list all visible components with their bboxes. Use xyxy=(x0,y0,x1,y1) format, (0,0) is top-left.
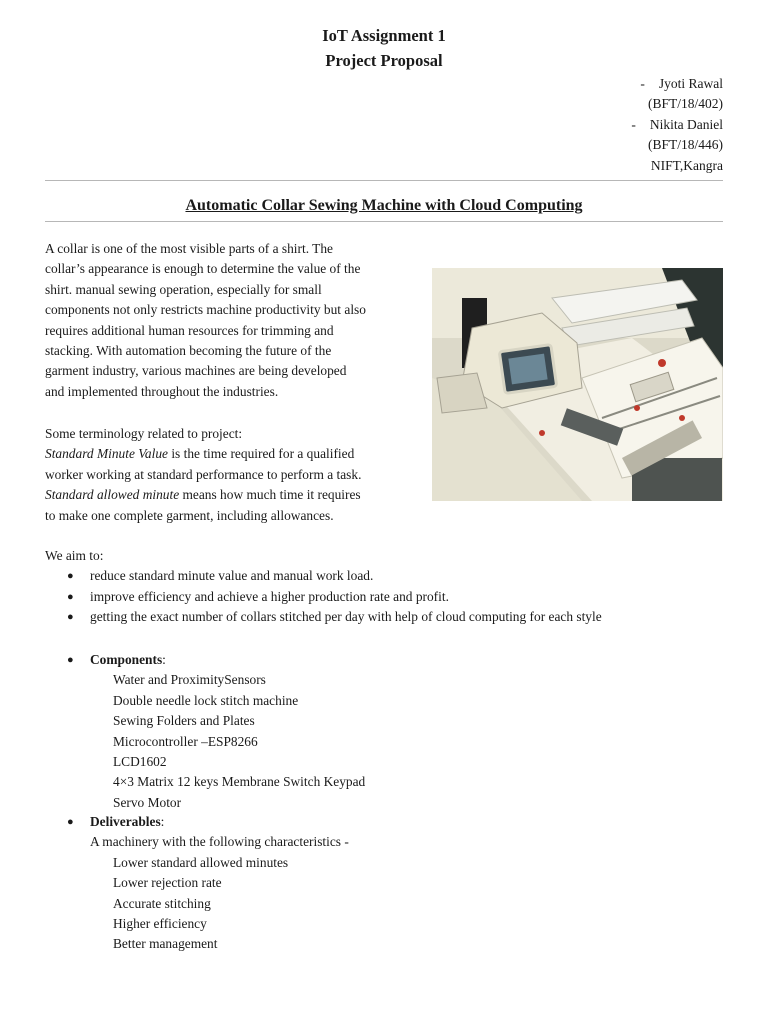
deliverables-heading: ● Deliverables: xyxy=(45,812,725,832)
list-item: Sewing Folders and Plates xyxy=(113,713,255,729)
section-heading: Automatic Collar Sewing Machine with Cloud Computing xyxy=(185,197,583,214)
bullet-icon: ● xyxy=(67,590,74,603)
bullet-icon: ● xyxy=(67,816,74,828)
smv-term: Standard Minute Value xyxy=(45,446,168,462)
list-item: Better management xyxy=(113,936,218,952)
list-item: Lower standard allowed minutes xyxy=(113,854,289,870)
deliverables-section xyxy=(45,812,725,955)
list-item: Microcontroller –ESP8266 xyxy=(113,733,258,749)
author-line: - Nikita Daniel xyxy=(631,116,723,132)
list-item: 4×3 Matrix 12 keys Membrane Switch Keypad xyxy=(113,774,366,790)
author-line: (BFT/18/446) xyxy=(647,137,723,153)
bullet-icon: ● xyxy=(67,611,74,624)
sam-definition: Standard allowed minute means how much time it requires xyxy=(45,487,361,503)
list-item: Servo Motor xyxy=(113,794,182,810)
intro-paragraph: A collar is one of the most visible parts of a shirt. The collar’s appearance is enough to determine the value of the shirt. manual sewing operation, especially for small components not only restricts machine productivity but also requires additional human resources for trimming and stacking. With automation becoming the future of the garment industry, various machines are being developed and implemented throughout the industries. xyxy=(45,241,366,399)
components-heading: ● Components: xyxy=(45,650,725,670)
components-section xyxy=(45,650,725,813)
smv-definition: Standard Minute Value is the time required for a qualified xyxy=(45,446,355,462)
collar-sewing-machine-photo xyxy=(432,268,723,501)
list-item: Accurate stitching xyxy=(113,895,211,911)
author-line: (BFT/18/402) xyxy=(647,96,723,112)
doc-title: IoT Assignment 1 xyxy=(322,26,446,45)
list-item: ● improve efficiency and achieve a higher production rate and profit. xyxy=(45,587,725,607)
author-block xyxy=(523,74,723,176)
aims-block: We aim to: ● reduce standard minute value and manual work load. ● improve efficiency and achieve a higher production rate and profit. ● getting the exact number of collars stitched per day with help of cloud computing for each style xyxy=(45,546,725,628)
list-item: Double needle lock stitch machine xyxy=(113,692,299,708)
divider xyxy=(45,180,723,181)
divider xyxy=(45,221,723,222)
list-item: LCD1602 xyxy=(113,754,167,770)
terminology-block: Some terminology related to project: Standard Minute Value is the time required for a qualified worker working at standard performance to perform a task. Standard allowed minute means how much time it requires to make one complete garment, including allowances. xyxy=(45,424,425,526)
author-line: NIFT,Kangra xyxy=(650,157,723,173)
doc-subtitle: Project Proposal xyxy=(325,51,443,70)
bullet-icon: ● xyxy=(67,570,74,583)
deliverables-intro: A machinery with the following characteristics - xyxy=(90,834,349,850)
sam-term: Standard allowed minute xyxy=(45,487,180,503)
list-item: Higher efficiency xyxy=(113,916,207,932)
author-line: - Jyoti Rawal xyxy=(640,76,723,91)
list-item: ● reduce standard minute value and manual work load. xyxy=(45,566,725,586)
bullet-icon: ● xyxy=(67,654,74,666)
list-item: Lower rejection rate xyxy=(113,875,222,891)
list-item: Water and ProximitySensors xyxy=(113,672,266,688)
list-item: ● getting the exact number of collars stitched per day with help of cloud computing for each style xyxy=(45,607,725,627)
